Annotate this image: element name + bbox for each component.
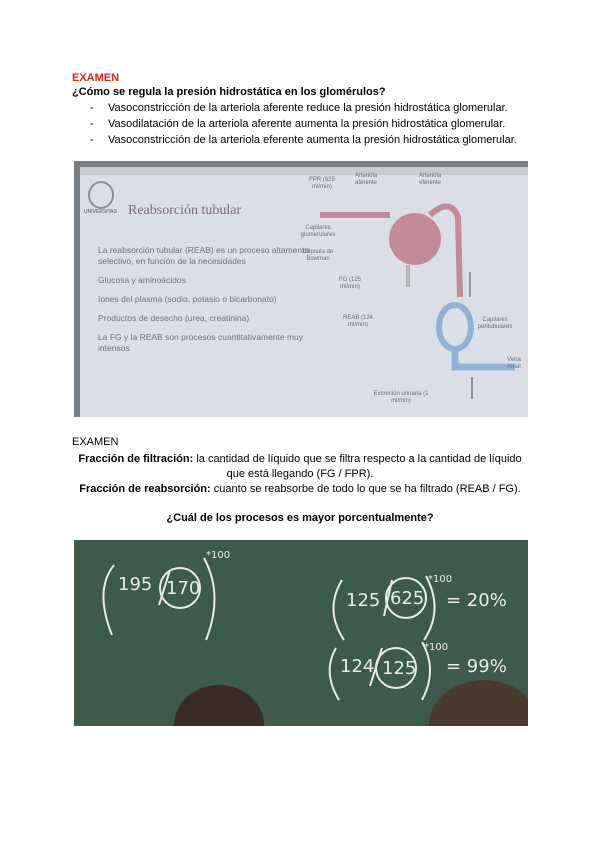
question-percent: ¿Cuál de los procesos es mayor porcentualmente? — [166, 512, 434, 524]
f1-multiplier: *100 — [206, 550, 231, 561]
fr-definition — [72, 482, 528, 497]
f2-multiplier: *100 — [428, 574, 453, 585]
label-vena-renal: Vena renal — [507, 357, 521, 370]
label-reab: REAB (124 ml/min) — [342, 315, 373, 328]
list-item: - Vasoconstricción de la arteriola aferente reduce la presión hidrostática glomerular. — [72, 100, 517, 116]
list-item: - Vasoconstricción de la arteriola eferente aumenta la presión hidrostática glomerular. — [72, 132, 517, 148]
label-fg: FG (125 ml/min) — [338, 277, 361, 290]
slide-screen — [80, 167, 528, 417]
label-fpr: FPR (625 ml/min) — [309, 177, 335, 190]
slide-paragraph: La reabsorción tubular (REAB) es un proceso altamente selectivo, en función de la necesidades — [98, 245, 310, 266]
f2-numerator: 125 — [346, 590, 381, 611]
label-capilares-glomerulares: Capilares glomerulares — [300, 225, 336, 238]
f2-denominator: 625 — [390, 588, 425, 609]
slide-topbar — [80, 167, 528, 175]
slide-paragraph: Iones del plasma (sodio, potasio o bicarbonato) — [98, 294, 277, 304]
exam-label: EXAMEN — [72, 436, 119, 448]
ff-text: la cantidad de líquido que se filtra respecto a la cantidad de líquido que está llegando (FG / FPR). — [193, 453, 522, 480]
logo-caption: UNIVERSITAS — [84, 209, 117, 215]
f3-result: = 99% — [446, 656, 507, 677]
exam-label-red: EXAMEN — [72, 72, 120, 84]
f3-numerator: 124 — [340, 656, 375, 677]
peritubular-capillaries-icon — [439, 305, 471, 349]
nephron-diagram — [290, 177, 528, 417]
slide-paragraph: Glucosa y aminoácidos — [98, 275, 186, 285]
f3-multiplier: *100 — [424, 642, 449, 653]
slide-paragraph: Productos de desecho (urea, creatinina) — [98, 313, 250, 323]
answer-list — [72, 100, 517, 148]
f2-result: = 20% — [446, 590, 507, 611]
slide-title: Reabsorción tubular — [128, 203, 242, 218]
slide-body — [98, 245, 316, 362]
slide-photo — [74, 161, 528, 417]
university-logo-icon — [88, 181, 114, 209]
f3-denominator: 125 — [382, 658, 417, 679]
chalkboard-photo — [74, 540, 528, 726]
label-arteriola-eferente: Arteriola eferente — [418, 173, 442, 186]
label-excrecion: Excreción urinaria (1 ml/min) — [373, 391, 429, 404]
list-item: - Vasodilatación de la arteriola aferente aumenta la presión hidrostática glomerular. — [72, 116, 517, 132]
fr-text: cuanto se reabsorbe de todo lo que se ha filtrado (REAB / FG). — [210, 483, 521, 495]
label-capsula: Cápsula de Bowman — [302, 249, 334, 262]
question-heading: ¿Cómo se regula la presión hidrostática en los glomérulos? — [72, 86, 386, 98]
fr-term: Fracción de reabsorción: — [79, 483, 211, 495]
label-capilares-peritubulares: Capilares peritubulares — [477, 317, 513, 330]
f1-denominator: 170 — [166, 578, 201, 599]
ff-definition — [72, 452, 528, 482]
ff-term: Fracción de filtración: — [78, 453, 194, 465]
glomerulus-icon — [389, 213, 441, 265]
slide-paragraph: La FG y la REAB son procesos cuantitativamente muy intensos — [98, 332, 304, 353]
label-arteriola-aferente: Arteriola aferente — [354, 173, 378, 186]
f1-numerator: 195 — [118, 574, 153, 595]
